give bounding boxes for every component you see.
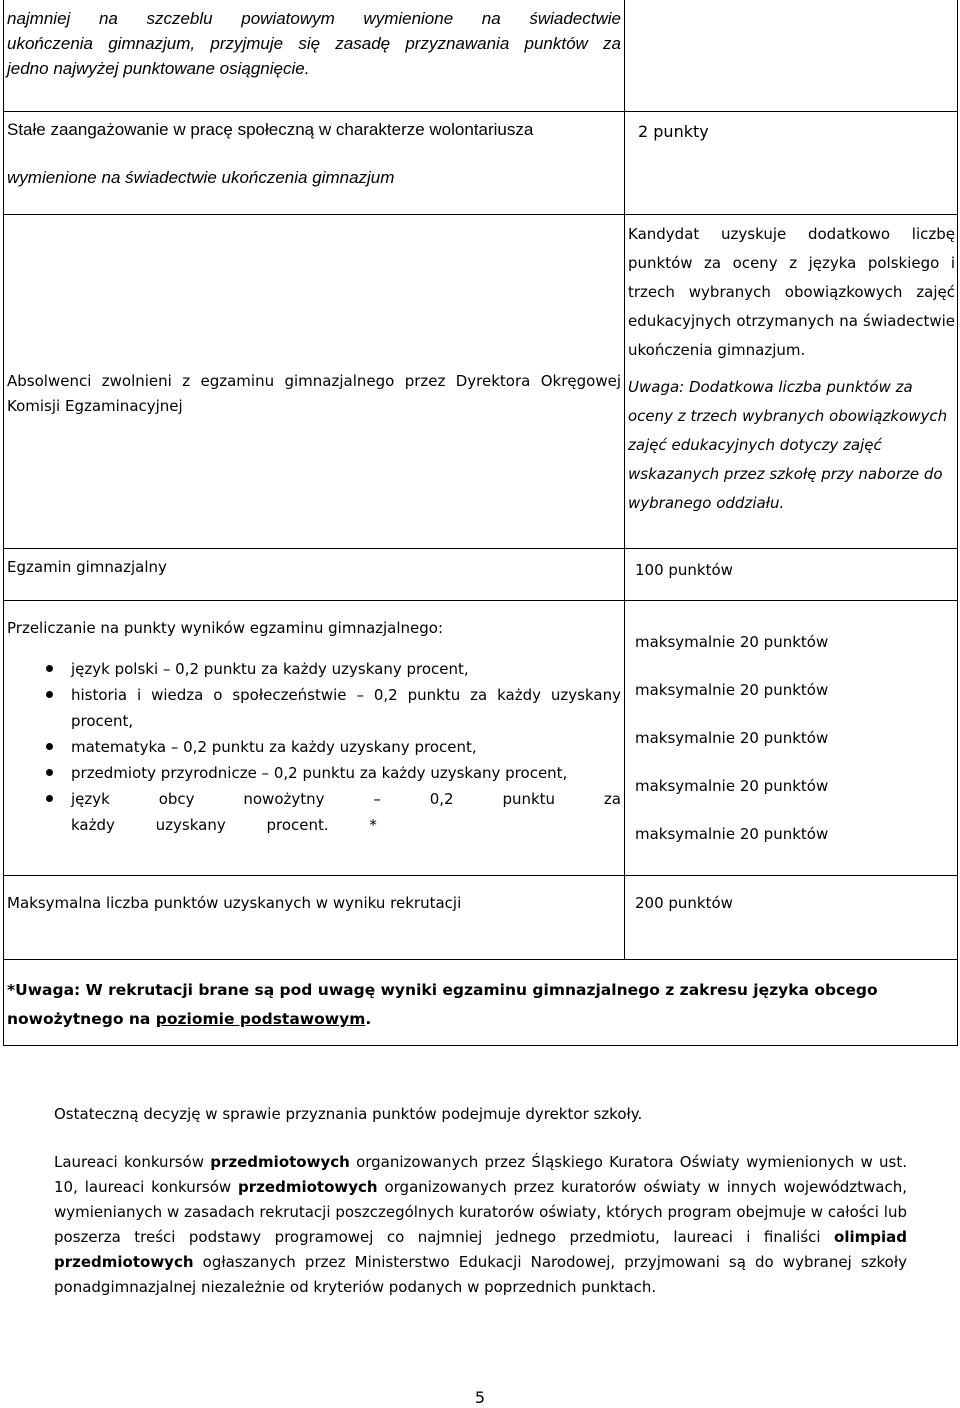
max-points: maksymalnie 20 punktów — [635, 633, 829, 651]
max-points: maksymalnie 20 punktów — [635, 681, 829, 699]
conversion-heading: Przeliczanie na punkty wyników egzaminu gimnazjalnego: — [7, 619, 444, 637]
row4-right-cell — [625, 549, 957, 600]
row3-right-cell — [625, 215, 957, 548]
additional-points-text: Kandydat uzyskuje dodatkowo liczbę punktów za oceny z języka polskiego i trzech wybranych obowiązkowych zajęć edukacyjnych otrzymanych na świadectwie ukończenia gimnazjum. — [628, 225, 955, 359]
additional-points-note: Uwaga: Dodatkowa liczba punktów za oceny z trzech wybranych obowiązkowych zajęć edukacyjnych dotyczy zajęć wskazanych przez szkołę przy naborze do wybranego oddziału. — [628, 378, 948, 512]
decision-text: Ostateczną decyzję w sprawie przyznania punktów podejmuje dyrektor szkoły. — [54, 1105, 643, 1123]
exam-points: 100 punktów — [635, 561, 733, 579]
row7-note-cell — [4, 960, 957, 1045]
laureates-paragraph — [54, 1150, 907, 1300]
language-note-end: . — [365, 1010, 372, 1028]
table-row — [3, 960, 958, 1046]
row1-left-cell — [4, 0, 625, 111]
language-note: *Uwaga: W rekrutacji brane są pod uwagę wyniki egzaminu gimnazjalnego z zakresu języka obcego nowożytnego na — [7, 981, 878, 1028]
list-item: historia i wiedza o społeczeństwie – 0,2 punktu za każdy uzyskany procent, — [71, 682, 621, 734]
volunteer-criterion: Stałe zaangażowanie w pracę społeczną w charakterze wolontariusza — [7, 120, 534, 139]
exam-label: Egzamin gimnazjalny — [7, 558, 167, 576]
row5-left-cell — [4, 601, 625, 875]
list-item: przedmioty przyrodnicze – 0,2 punktu za każdy uzyskany procent, — [71, 760, 621, 786]
paragraph-text: ogłaszanych przez Ministerstwo Edukacji Narodowej, przyjmowani są do wybranej szkoły ponadgimnazjalnej niezależnie od kryteriów podanych w poprzednich punktach. — [54, 1253, 907, 1296]
max-total-label: Maksymalna liczba punktów uzyskanych w wyniku rekrutacji — [7, 894, 462, 912]
max-points: maksymalnie 20 punktów — [635, 729, 829, 747]
paragraph-text: organizowanych przez Śląskiego Kuratora Oświaty wymienionych w ust. 10, laureaci konkursów — [54, 1153, 907, 1196]
max-points: maksymalnie 20 punktów — [635, 825, 829, 843]
bold-term: olimpiad przedmiotowych — [54, 1228, 907, 1271]
table-row — [3, 601, 958, 876]
row5-right-cell — [625, 601, 957, 875]
bold-term: przedmiotowych — [210, 1153, 350, 1171]
paragraph-text: Laureaci konkursów — [54, 1153, 211, 1171]
list-item: język obcy nowożytny – 0,2 punktu za każdy uzyskany procent. * — [71, 786, 621, 838]
list-item: matematyka – 0,2 punktu za każdy uzyskany procent, — [71, 734, 621, 760]
row1-line: najmniej na szczeblu powiatowym wymienione na świadectwie — [7, 9, 621, 28]
row3-left-cell — [4, 215, 625, 548]
list-item: język polski – 0,2 punktu za każdy uzyskany procent, — [71, 656, 621, 682]
paragraph-text: organizowanych przez kuratorów oświaty w innych województwach, wymienianych w zasadach rekrutacji poszczególnych kuratorów oświaty, których program obejmuje w całości lub poszerza treści podstawy programowej co najmniej jednego przedmiotu, laureaci i finaliści — [54, 1178, 907, 1246]
volunteer-criterion-cont: wymienione na świadectwie ukończenia gimnazjum — [7, 168, 395, 187]
volunteer-points: 2 punkty — [638, 122, 709, 141]
subject-list — [7, 656, 621, 838]
row1-right-cell — [625, 0, 957, 111]
table-row — [3, 112, 958, 215]
row2-left-cell — [4, 112, 625, 214]
row1-line: jedno najwyżej punktowane osiągnięcie. — [7, 59, 310, 78]
recruitment-table — [3, 0, 958, 1046]
table-row — [3, 215, 958, 549]
decision-paragraph — [54, 1102, 907, 1127]
table-row — [3, 0, 958, 112]
bold-term: przedmiotowych — [238, 1178, 378, 1196]
exempt-graduates: Absolwenci zwolnieni z egzaminu gimnazjalnego przez Dyrektora Okręgowej Komisji Egzaminacyjnej — [7, 371, 621, 415]
table-row — [3, 876, 958, 960]
table-row — [3, 549, 958, 601]
row6-left-cell — [4, 876, 625, 959]
row6-right-cell — [625, 876, 957, 959]
language-note-underlined: poziomie podstawowym — [155, 1010, 366, 1028]
page-number: 5 — [474, 1388, 486, 1407]
row2-right-cell — [625, 112, 957, 214]
max-points: maksymalnie 20 punktów — [635, 777, 829, 795]
row4-left-cell — [4, 549, 625, 600]
row1-line: ukończenia gimnazjum, przyjmuje się zasadę przyznawania punktów za — [7, 34, 621, 53]
max-total-points: 200 punktów — [635, 894, 733, 912]
